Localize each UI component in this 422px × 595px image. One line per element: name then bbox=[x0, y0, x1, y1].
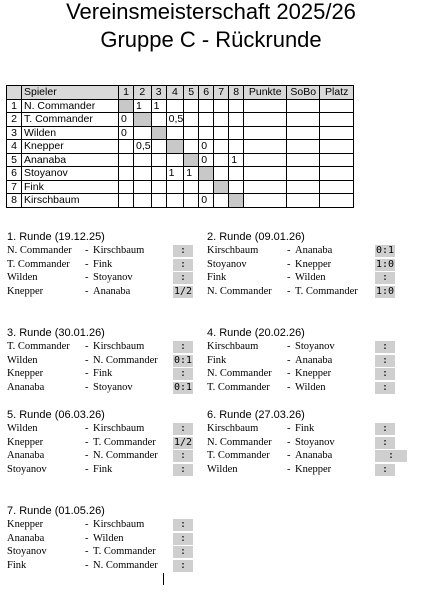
platz-cell bbox=[320, 180, 354, 194]
player-white: Wilden bbox=[7, 423, 38, 434]
result-cell bbox=[151, 140, 166, 154]
player-name: Knepper bbox=[22, 140, 119, 154]
player-black: Knepper bbox=[295, 258, 332, 270]
result-field[interactable]: 1/2 bbox=[173, 436, 193, 448]
game-row bbox=[207, 244, 395, 258]
crosstable-row bbox=[7, 153, 354, 167]
game-dash: - bbox=[85, 272, 89, 283]
header-col-1: 1 bbox=[119, 86, 134, 100]
result-cell bbox=[199, 180, 214, 194]
player-white: N. Commander bbox=[207, 368, 272, 379]
game-dash: - bbox=[85, 450, 89, 461]
player-black: Fink bbox=[93, 463, 113, 475]
result-field[interactable]: : bbox=[173, 423, 193, 435]
platz-cell bbox=[320, 153, 354, 167]
player-white: N. Commander bbox=[207, 285, 272, 297]
diagonal-cell bbox=[151, 126, 166, 140]
player-black: N. Commander bbox=[93, 450, 158, 461]
result-cell bbox=[214, 167, 229, 181]
result-cell bbox=[134, 180, 152, 194]
game-dash: - bbox=[287, 245, 291, 256]
result-field[interactable]: : bbox=[375, 450, 407, 462]
game-dash: - bbox=[85, 341, 89, 352]
player-black: Stoyanov bbox=[93, 272, 133, 283]
game-dash: - bbox=[85, 258, 89, 270]
game-row bbox=[207, 354, 389, 368]
result-cell bbox=[229, 126, 244, 140]
player-name: Kirschbaum bbox=[22, 194, 119, 208]
result-cell: 1 bbox=[229, 153, 244, 167]
player-white: Ananaba bbox=[7, 381, 45, 393]
game-row bbox=[7, 340, 187, 354]
player-black: T. Commander bbox=[93, 546, 156, 557]
game-dash: - bbox=[85, 368, 89, 379]
player-black: Ananaba bbox=[93, 285, 131, 297]
sobo-cell bbox=[287, 140, 320, 154]
player-name: Stoyanov bbox=[22, 167, 119, 181]
result-field[interactable]: : bbox=[375, 382, 395, 394]
header-punkte: Punkte bbox=[244, 86, 287, 100]
player-black: Stoyanov bbox=[295, 341, 335, 352]
game-row bbox=[207, 367, 389, 381]
result-field[interactable]: : bbox=[173, 533, 193, 545]
punkte-cell bbox=[244, 113, 287, 127]
result-field[interactable]: : bbox=[375, 272, 395, 284]
result-field[interactable]: 1/2 bbox=[173, 285, 193, 297]
diagonal-cell bbox=[134, 113, 152, 127]
round-7 bbox=[7, 505, 187, 572]
game-row bbox=[7, 258, 187, 272]
player-black: Stoyanov bbox=[295, 436, 335, 448]
result-field[interactable]: : bbox=[375, 464, 395, 476]
game-row bbox=[7, 449, 187, 463]
game-dash: - bbox=[287, 285, 291, 297]
sobo-cell bbox=[287, 99, 320, 113]
header-col-7: 7 bbox=[214, 86, 229, 100]
sobo-cell bbox=[287, 153, 320, 167]
player-number: 2 bbox=[7, 113, 22, 127]
platz-cell bbox=[320, 167, 354, 181]
diagonal-cell bbox=[199, 167, 214, 181]
result-field[interactable]: : bbox=[375, 341, 395, 353]
result-cell bbox=[119, 194, 134, 208]
player-white: Kirschbaum bbox=[207, 423, 259, 434]
sobo-cell bbox=[287, 194, 320, 208]
result-cell: 0,5 bbox=[134, 140, 152, 154]
game-row bbox=[207, 436, 389, 450]
result-field[interactable]: : bbox=[173, 259, 193, 271]
player-number: 5 bbox=[7, 153, 22, 167]
result-cell bbox=[184, 99, 199, 113]
page-subtitle: Gruppe C - Rückrunde bbox=[100, 27, 322, 52]
result-field[interactable]: : bbox=[173, 546, 193, 558]
result-cell: 1 bbox=[134, 99, 152, 113]
player-black: Knepper bbox=[295, 368, 332, 379]
player-black: Fink bbox=[93, 258, 113, 270]
round-2 bbox=[207, 231, 395, 298]
player-black: Fink bbox=[295, 423, 315, 434]
player-white: T. Commander bbox=[207, 381, 270, 393]
player-black: Kirschbaum bbox=[93, 245, 145, 256]
result-cell bbox=[199, 126, 214, 140]
result-field[interactable]: : bbox=[173, 560, 193, 572]
result-field[interactable]: : bbox=[173, 341, 193, 353]
player-number: 3 bbox=[7, 126, 22, 140]
player-white: Stoyanov bbox=[207, 258, 247, 270]
round-title: 5. Runde (06.03.26) bbox=[7, 409, 105, 421]
header-col-3: 3 bbox=[151, 86, 166, 100]
player-white: Kirschbaum bbox=[207, 245, 259, 256]
result-field[interactable]: : bbox=[375, 368, 395, 380]
player-white: Knepper bbox=[7, 285, 44, 297]
result-cell bbox=[184, 126, 199, 140]
player-black: Knepper bbox=[295, 463, 332, 475]
result-cell bbox=[134, 194, 152, 208]
player-white: Knepper bbox=[7, 368, 44, 379]
player-black: Wilden bbox=[295, 272, 326, 283]
punkte-cell bbox=[244, 180, 287, 194]
result-cell bbox=[214, 140, 229, 154]
sobo-cell bbox=[287, 167, 320, 181]
player-black: Ananaba bbox=[295, 354, 333, 366]
result-cell bbox=[214, 113, 229, 127]
round-1 bbox=[7, 231, 193, 298]
diagonal-cell bbox=[214, 180, 229, 194]
header-spieler: Spieler bbox=[22, 86, 119, 100]
result-cell bbox=[214, 99, 229, 113]
crosstable-row bbox=[7, 194, 354, 208]
result-field[interactable]: : bbox=[173, 519, 193, 531]
result-cell bbox=[166, 194, 184, 208]
result-cell bbox=[119, 140, 134, 154]
game-row bbox=[7, 271, 187, 285]
result-cell bbox=[229, 140, 244, 154]
result-field[interactable]: : bbox=[375, 437, 395, 449]
crosstable-row bbox=[7, 167, 354, 181]
crosstable-row bbox=[7, 99, 354, 113]
page-title: Vereinsmeisterschaft 2025/26 bbox=[66, 0, 356, 24]
player-black: T. Commander bbox=[295, 285, 358, 297]
player-black: Wilden bbox=[93, 532, 124, 544]
result-cell: 0 bbox=[119, 113, 134, 127]
result-cell: 0 bbox=[119, 126, 134, 140]
game-dash: - bbox=[287, 354, 291, 366]
punkte-cell bbox=[244, 126, 287, 140]
platz-cell bbox=[320, 194, 354, 208]
game-row bbox=[207, 381, 389, 395]
result-cell bbox=[151, 194, 166, 208]
result-cell bbox=[151, 167, 166, 181]
result-cell bbox=[214, 153, 229, 167]
sobo-cell bbox=[287, 126, 320, 140]
punkte-cell bbox=[244, 153, 287, 167]
player-white: Knepper bbox=[7, 436, 44, 448]
game-row bbox=[207, 285, 395, 299]
game-dash: - bbox=[85, 436, 89, 448]
punkte-cell bbox=[244, 140, 287, 154]
game-dash: - bbox=[287, 341, 291, 352]
text-cursor bbox=[163, 573, 164, 585]
game-dash: - bbox=[85, 559, 89, 571]
player-name: Ananaba bbox=[22, 153, 119, 167]
result-cell bbox=[184, 113, 199, 127]
player-white: T. Commander bbox=[207, 450, 270, 461]
game-dash: - bbox=[85, 285, 89, 297]
round-title: 6. Runde (27.03.26) bbox=[207, 409, 305, 421]
player-black: T. Commander bbox=[93, 436, 156, 448]
crosstable-header-row bbox=[7, 86, 354, 100]
platz-cell bbox=[320, 126, 354, 140]
platz-cell bbox=[320, 99, 354, 113]
result-cell bbox=[134, 167, 152, 181]
player-black: Ananaba bbox=[295, 450, 333, 461]
player-number: 8 bbox=[7, 194, 22, 208]
result-field[interactable]: 1:0 bbox=[375, 258, 395, 270]
player-white: Kirschbaum bbox=[207, 341, 259, 352]
game-dash: - bbox=[287, 450, 291, 461]
result-field[interactable]: 0:1 bbox=[173, 354, 193, 366]
result-cell bbox=[229, 99, 244, 113]
platz-cell bbox=[320, 113, 354, 127]
result-cell: 1 bbox=[184, 167, 199, 181]
result-field[interactable]: : bbox=[173, 450, 193, 462]
game-dash: - bbox=[287, 258, 291, 270]
punkte-cell bbox=[244, 167, 287, 181]
result-cell bbox=[119, 180, 134, 194]
header-sobo: SoBo bbox=[287, 86, 320, 100]
result-cell bbox=[199, 113, 214, 127]
game-row bbox=[7, 354, 193, 368]
game-dash: - bbox=[85, 519, 89, 530]
header-col-2: 2 bbox=[134, 86, 152, 100]
result-field[interactable]: 1:0 bbox=[375, 285, 395, 297]
result-cell bbox=[229, 180, 244, 194]
result-cell bbox=[151, 153, 166, 167]
player-number: 6 bbox=[7, 167, 22, 181]
game-row bbox=[7, 381, 193, 395]
game-row bbox=[207, 258, 395, 272]
platz-cell bbox=[320, 140, 354, 154]
result-field[interactable]: : bbox=[173, 464, 193, 476]
crosstable-row bbox=[7, 113, 354, 127]
header-col-4: 4 bbox=[166, 86, 184, 100]
game-dash: - bbox=[85, 546, 89, 557]
player-white: Ananaba bbox=[7, 532, 45, 544]
game-dash: - bbox=[287, 368, 291, 379]
result-cell bbox=[151, 180, 166, 194]
sobo-cell bbox=[287, 113, 320, 127]
result-field[interactable]: : bbox=[375, 423, 395, 435]
player-white: Stoyanov bbox=[7, 546, 47, 557]
result-cell bbox=[119, 167, 134, 181]
round-title: 7. Runde (01.05.26) bbox=[7, 505, 105, 517]
player-white: N. Commander bbox=[7, 245, 72, 256]
crosstable-row bbox=[7, 140, 354, 154]
sobo-cell bbox=[287, 180, 320, 194]
result-cell bbox=[229, 167, 244, 181]
result-cell: 0 bbox=[199, 153, 214, 167]
game-dash: - bbox=[85, 354, 89, 366]
player-white: Knepper bbox=[7, 519, 44, 530]
diagonal-cell bbox=[184, 153, 199, 167]
round-title: 3. Runde (30.01.26) bbox=[7, 327, 105, 339]
round-4 bbox=[207, 327, 389, 394]
round-3 bbox=[7, 327, 193, 394]
round-6 bbox=[207, 409, 395, 476]
player-white: Fink bbox=[207, 272, 227, 283]
player-black: Fink bbox=[93, 368, 113, 379]
player-black: Ananaba bbox=[295, 245, 333, 256]
game-dash: - bbox=[287, 436, 291, 448]
player-number: 7 bbox=[7, 180, 22, 194]
game-dash: - bbox=[85, 381, 89, 393]
result-cell bbox=[229, 113, 244, 127]
player-white: N. Commander bbox=[207, 436, 272, 448]
crosstable bbox=[6, 85, 354, 208]
result-cell: 1 bbox=[166, 167, 184, 181]
result-field[interactable]: : bbox=[173, 245, 193, 257]
game-dash: - bbox=[287, 463, 291, 475]
game-row bbox=[7, 436, 193, 450]
player-name: N. Commander bbox=[22, 99, 119, 113]
result-field[interactable]: 0:1 bbox=[375, 245, 395, 256]
diagonal-cell bbox=[119, 99, 134, 113]
game-row bbox=[7, 422, 187, 436]
game-row bbox=[207, 449, 395, 463]
header-col-5: 5 bbox=[184, 86, 199, 100]
result-cell: 0 bbox=[199, 140, 214, 154]
header-platz: Platz bbox=[320, 86, 354, 100]
player-white: Wilden bbox=[207, 463, 238, 475]
player-name: Fink bbox=[22, 180, 119, 194]
game-row bbox=[7, 463, 187, 477]
player-black: N. Commander bbox=[93, 354, 158, 366]
player-white: Fink bbox=[7, 559, 27, 571]
game-row bbox=[7, 518, 187, 532]
result-cell bbox=[166, 126, 184, 140]
player-black: N. Commander bbox=[93, 559, 158, 571]
result-cell bbox=[214, 194, 229, 208]
player-black: Kirschbaum bbox=[93, 423, 145, 434]
result-cell bbox=[134, 153, 152, 167]
result-field[interactable]: : bbox=[173, 272, 193, 284]
result-cell bbox=[184, 180, 199, 194]
result-cell: 0 bbox=[199, 194, 214, 208]
punkte-cell bbox=[244, 194, 287, 208]
game-row bbox=[207, 340, 389, 354]
player-white: Wilden bbox=[7, 272, 38, 283]
game-row bbox=[7, 367, 187, 381]
diagonal-cell bbox=[229, 194, 244, 208]
game-row bbox=[207, 271, 389, 285]
game-row bbox=[7, 545, 187, 559]
result-cell: 1 bbox=[151, 99, 166, 113]
player-name: T. Commander bbox=[22, 113, 119, 127]
player-white: Wilden bbox=[7, 354, 38, 366]
game-row bbox=[7, 285, 193, 299]
round-title: 2. Runde (09.01.26) bbox=[207, 231, 305, 243]
player-black: Wilden bbox=[295, 381, 326, 393]
result-cell bbox=[134, 126, 152, 140]
header-num bbox=[7, 86, 22, 100]
player-white: T. Commander bbox=[7, 258, 70, 270]
result-field[interactable]: : bbox=[173, 368, 193, 380]
result-cell bbox=[166, 180, 184, 194]
player-number: 1 bbox=[7, 99, 22, 113]
game-dash: - bbox=[287, 381, 291, 393]
result-cell bbox=[184, 194, 199, 208]
result-cell: 0,5 bbox=[166, 113, 184, 127]
punkte-cell bbox=[244, 99, 287, 113]
result-cell bbox=[199, 99, 214, 113]
result-cell bbox=[214, 126, 229, 140]
result-cell bbox=[166, 153, 184, 167]
diagonal-cell bbox=[166, 140, 184, 154]
round-5 bbox=[7, 409, 193, 476]
player-white: T. Commander bbox=[7, 341, 70, 352]
player-white: Fink bbox=[207, 354, 227, 366]
result-cell bbox=[119, 153, 134, 167]
game-dash: - bbox=[85, 245, 89, 256]
crosstable-row bbox=[7, 180, 354, 194]
player-name: Wilden bbox=[22, 126, 119, 140]
player-white: Stoyanov bbox=[7, 463, 47, 475]
game-row bbox=[7, 532, 187, 546]
result-field[interactable]: : bbox=[375, 355, 395, 367]
player-white: Ananaba bbox=[7, 450, 45, 461]
game-dash: - bbox=[287, 272, 291, 283]
result-cell bbox=[166, 99, 184, 113]
player-black: Stoyanov bbox=[93, 381, 133, 393]
game-dash: - bbox=[85, 532, 89, 544]
game-row bbox=[7, 559, 187, 573]
round-title: 4. Runde (20.02.26) bbox=[207, 327, 305, 339]
game-row bbox=[207, 422, 389, 436]
player-black: Kirschbaum bbox=[93, 341, 145, 352]
header-col-8: 8 bbox=[229, 86, 244, 100]
player-black: Kirschbaum bbox=[93, 519, 145, 530]
player-number: 4 bbox=[7, 140, 22, 154]
round-title: 1. Runde (19.12.25) bbox=[7, 231, 105, 243]
crosstable-row bbox=[7, 126, 354, 140]
game-dash: - bbox=[287, 423, 291, 434]
game-dash: - bbox=[85, 463, 89, 475]
header-col-6: 6 bbox=[199, 86, 214, 100]
result-field[interactable]: 0:1 bbox=[173, 381, 193, 393]
game-row bbox=[207, 463, 389, 477]
result-cell bbox=[184, 140, 199, 154]
result-cell bbox=[151, 113, 166, 127]
game-dash: - bbox=[85, 423, 89, 434]
game-row bbox=[7, 244, 187, 258]
